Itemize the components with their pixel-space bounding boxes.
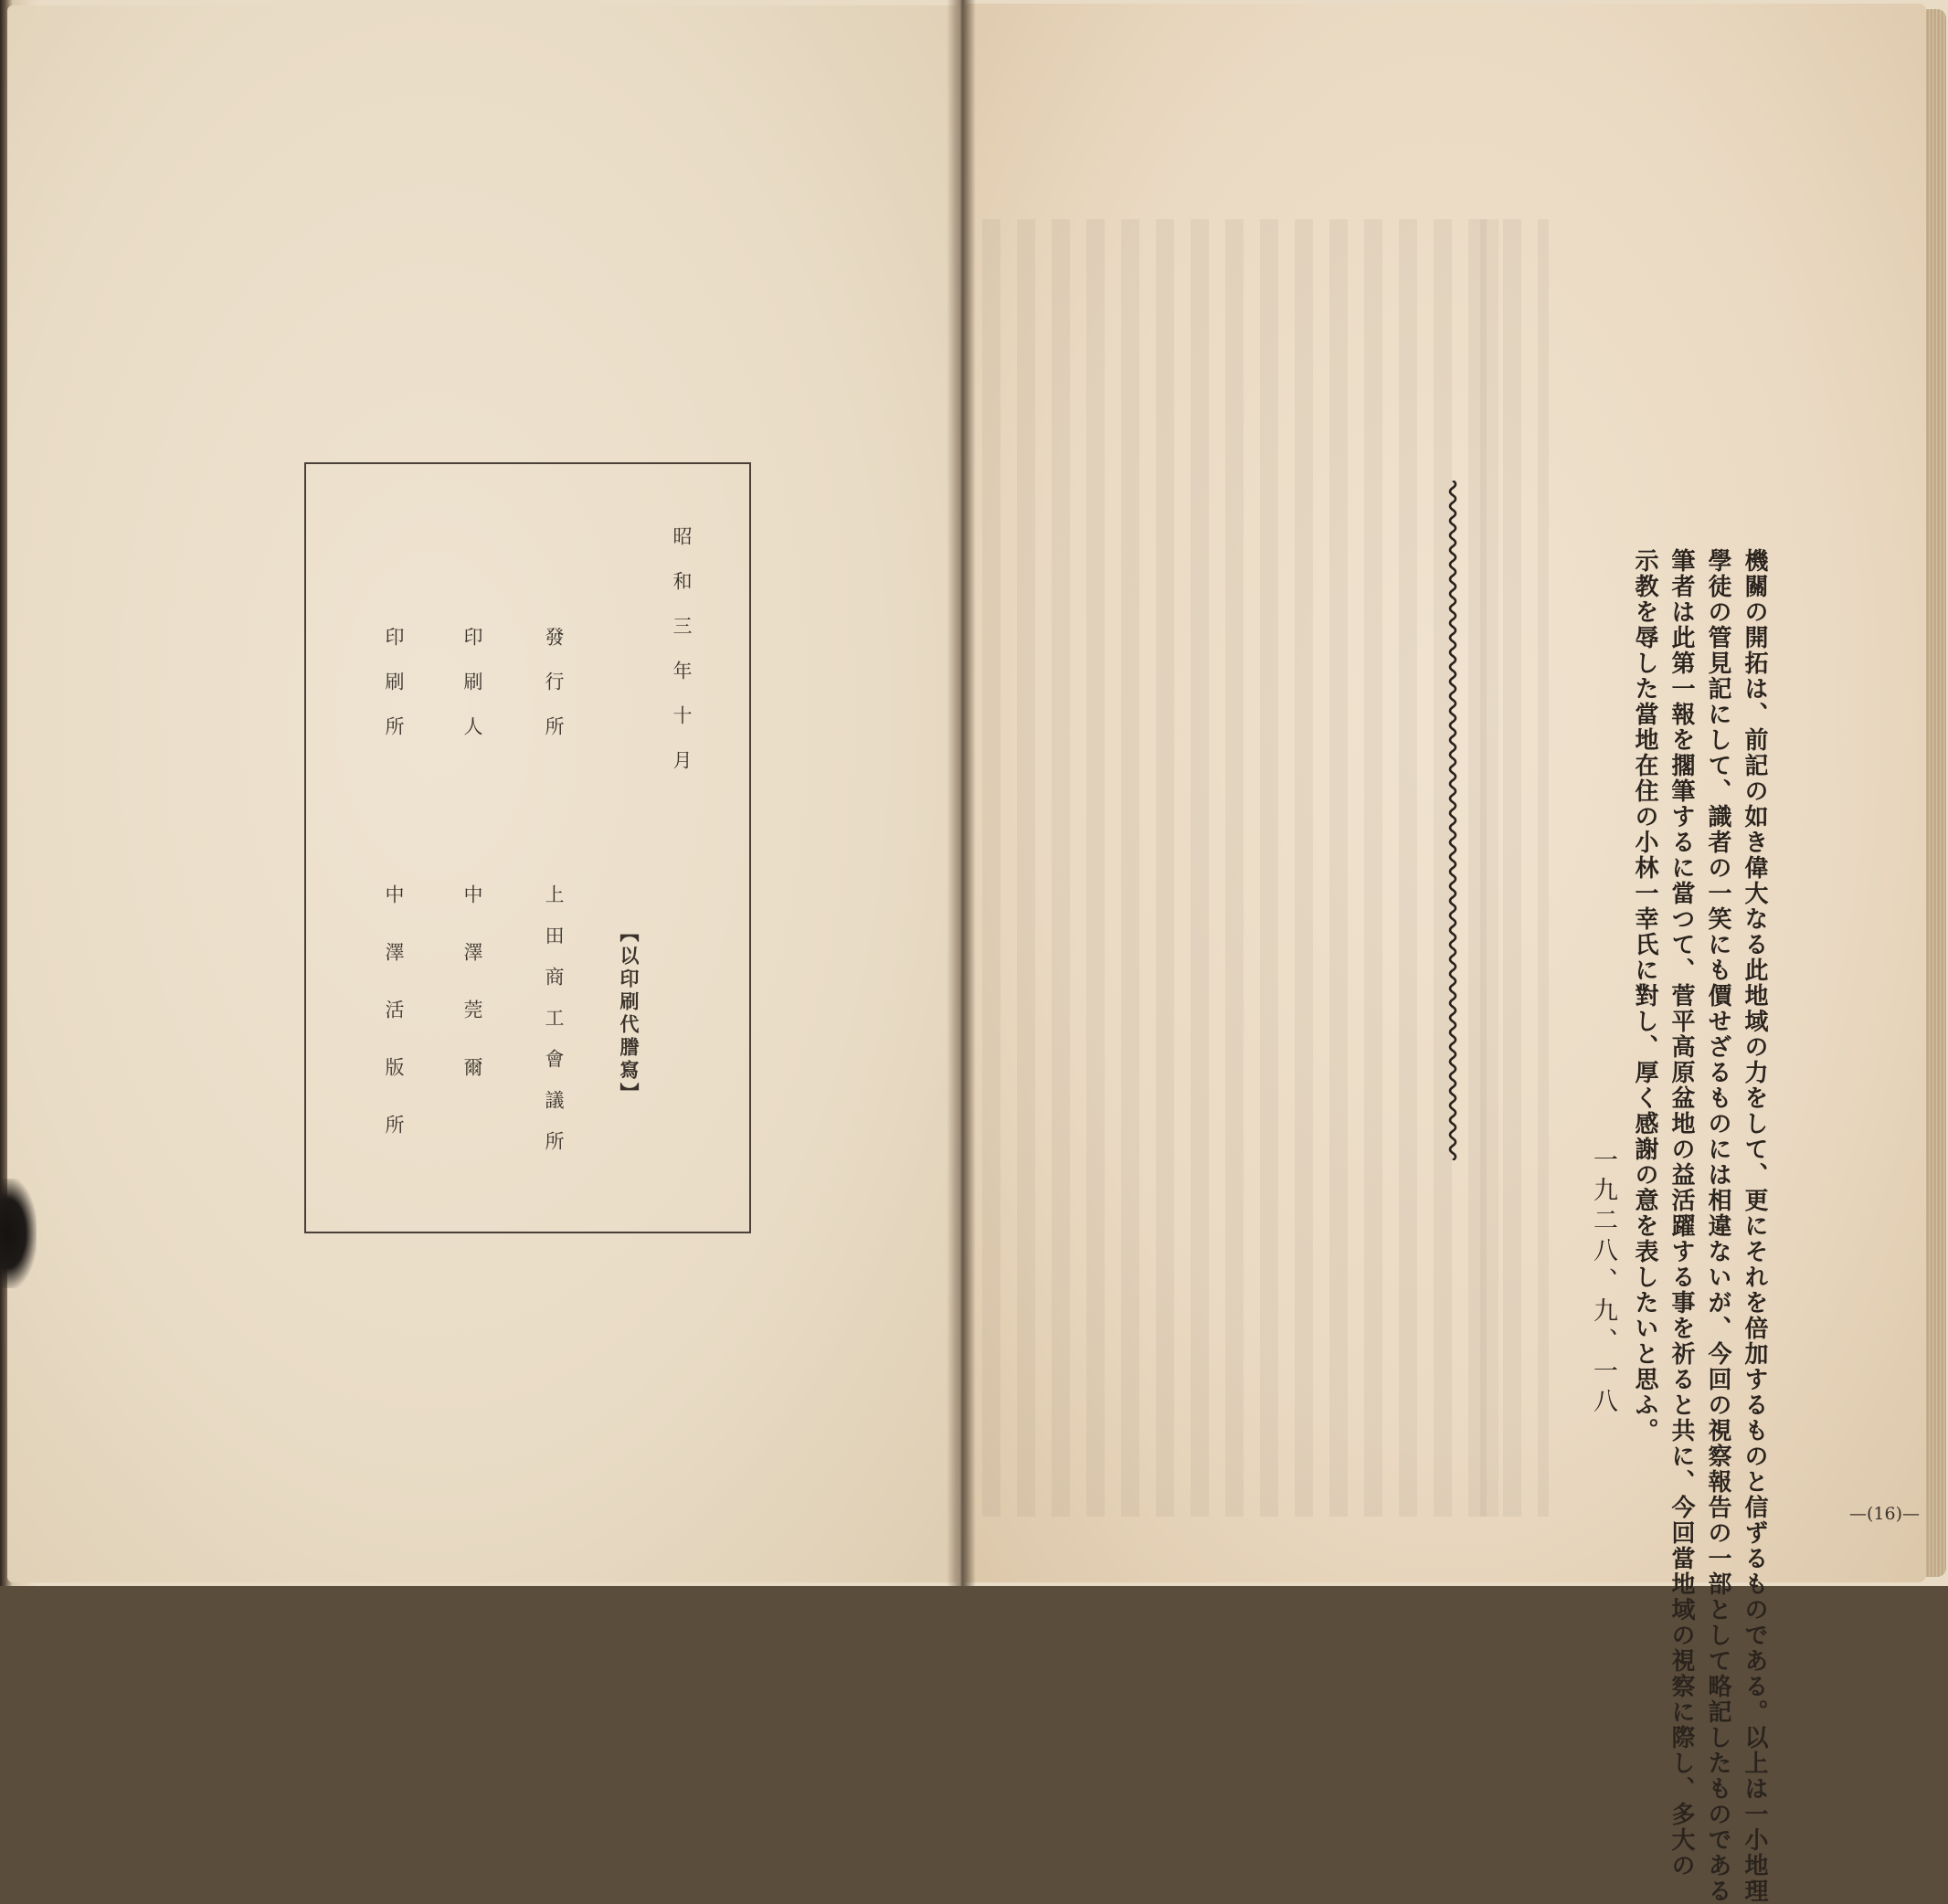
book-gutter (947, 0, 976, 1586)
ink-stain (0, 1179, 37, 1288)
body-line-3: 筆者は此第一報を擱筆するに當つて、菅平高原盆地の益活躍する事を祈ると共に、今回當地域の視察に際し、多大の (1667, 548, 1695, 1878)
page-number: —(16)— (1849, 1504, 1921, 1524)
colophon-publisher-label: 發行所 (543, 627, 565, 761)
colophon-print-note: 【以印刷代謄寫】 (618, 923, 641, 1105)
date-signature: 一九二八、九、一八 (1589, 1147, 1617, 1418)
colophon-print-shop-label: 印刷所 (383, 627, 405, 761)
body-line-1: 機關の開拓は、前記の如き偉大なる此地域の力をして、更にそれを倍加するものと信ずるものである。以上は一小地理 (1741, 548, 1768, 1904)
body-line-2: 學徒の管見記にして、識者の一笑にも價せざるものには相違ないが、今回の視察報告の一部として略記したものである (1704, 548, 1731, 1904)
colophon-publisher-name: 上田商工會議所 (543, 884, 565, 1172)
colophon-printer-person-label: 印刷人 (461, 627, 483, 761)
body-line-4: 示教を辱した當地在住の小林一幸氏に對し、厚く感謝の意を表したいと思ふ。 (1631, 548, 1658, 1444)
show-through-text-right (1480, 219, 1508, 1517)
colophon-date: 昭和三年十月 (671, 526, 693, 795)
colophon-print-shop-name: 中澤活版所 (383, 884, 405, 1172)
show-through-text (982, 219, 1549, 1517)
wavy-divider (1445, 481, 1460, 1160)
colophon-printer-person-name: 中澤莞爾 (461, 884, 483, 1115)
page-edges (1926, 9, 1946, 1577)
